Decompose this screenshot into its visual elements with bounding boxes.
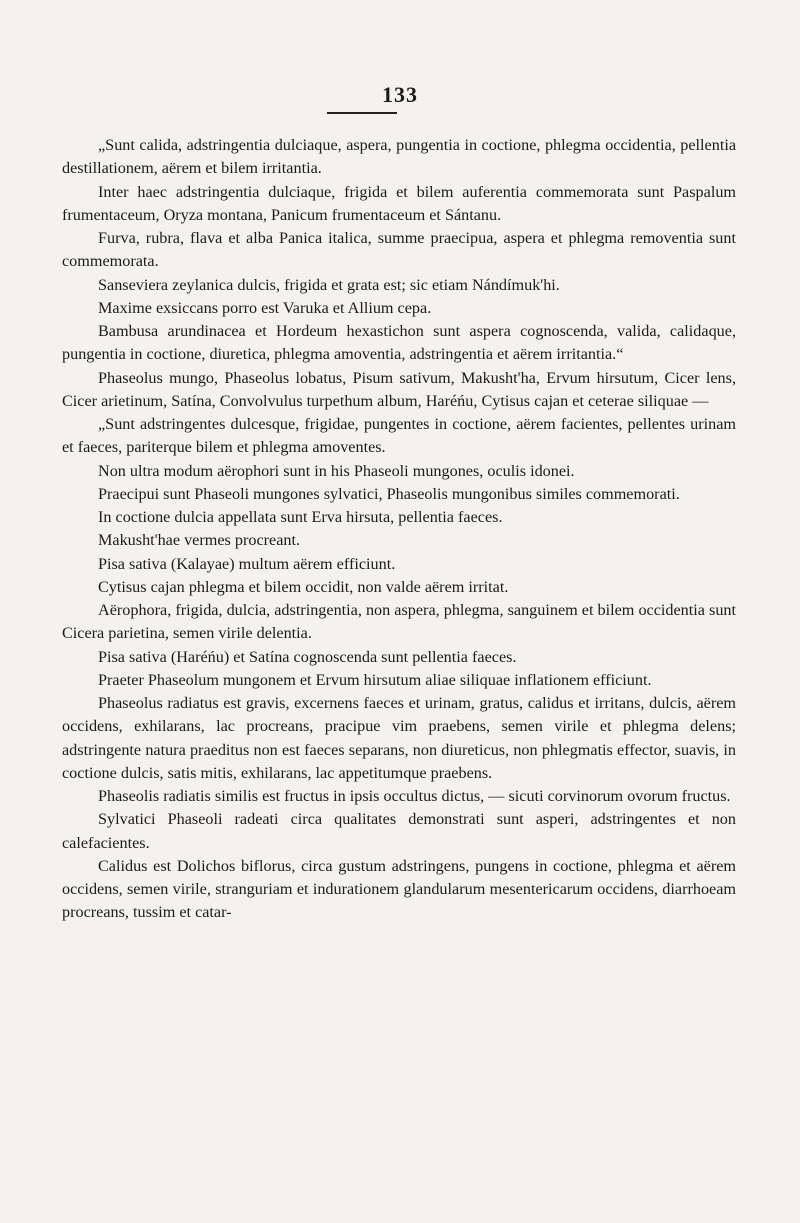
paragraph: Cytisus cajan phlegma et bilem occidit, non valde aërem irritat. — [98, 577, 509, 596]
paragraph: Phaseolis radiatis similis est fructus in ipsis occultus dictus, — sicuti corvinorum ovorum fructus. — [98, 787, 731, 805]
body-text — [62, 134, 736, 925]
paragraph: Inter haec adstringentia dulciaque, frigida et bilem auferentia commemorata sunt Paspalum frumentaceum, Oryza montana, Panicum frumentaceum et Sántanu. — [62, 182, 736, 224]
paragraph: Non ultra modum aërophori sunt in his Phaseoli mungones, oculis idonei. — [98, 461, 575, 480]
paragraph: „Sunt calida, adstringentia dulciaque, aspera, pungentia in coctione, phlegma occidentia, pellentia destillationem, aërem et bilem irritantia. — [62, 136, 736, 178]
paragraph: Aërophora, frigida, dulcia, adstringentia, non aspera, phlegma, sanguinem et bilem occidentia sunt Cicera parietina, semen virile delentia. — [62, 601, 736, 643]
paragraph: Sylvatici Phaseoli radeati circa qualitates demonstrati sunt asperi, adstringentes et non calefacientes. — [62, 810, 736, 852]
paragraph: Praecipui sunt Phaseoli mungones sylvatici, Phaseolis mungonibus similes commemorati. — [98, 484, 680, 503]
paragraph: Sanseviera zeylanica dulcis, frigida et grata est; sic etiam Nándímuk'hi. — [98, 275, 560, 294]
paragraph: Furva, rubra, flava et alba Panica italica, summe praecipua, aspera et phlegma removentia sunt commemorata. — [62, 229, 736, 271]
paragraph: Maxime exsiccans porro est Varuka et Allium cepa. — [98, 298, 432, 317]
paragraph: Pisa sativa (Kalayae) multum aërem efficiunt. — [98, 554, 396, 573]
paragraph: Calidus est Dolichos biflorus, circa gustum adstringens, pungens in coctione, phlegma et aërem occidens, semen virile, stranguriam et indurationem glandularum mesentericarum occidens, diarrhoeam procreans, tussim et catar- — [62, 856, 736, 922]
paragraph: Phaseolus radiatus est gravis, excernens faeces et urinam, gratus, calidus et irritans, dulcis, aërem occidens, exhilarans, lac procreans, pracipue vim praebens, semen virile et phlegma delens; adstringente natura praeditus non est faeces separans, non diureticus, non phlegmatis effector, suavis, in coctione dulcis, satis mitis, exhilarans, lac appetitumque praebens. — [62, 694, 736, 782]
paragraph: Phaseolus mungo, Phaseolus lobatus, Pisum sativum, Makusht'ha, Ervum hirsutum, Cicer lens, Cicer arietinum, Satína, Convolvulus turpethum album, Haréńu, Cytisus cajan et ceterae siliquae — — [62, 368, 736, 410]
header-rule — [327, 112, 397, 114]
paragraph: In coctione dulcia appellata sunt Erva hirsuta, pellentia faeces. — [98, 508, 503, 526]
paragraph: Pisa sativa (Haréńu) et Satína cognoscenda sunt pellentia faeces. — [98, 647, 517, 666]
paragraph: Praeter Phaseolum mungonem et Ervum hirsutum aliae siliquae inflationem efficiunt. — [98, 670, 652, 689]
paragraph: Makusht'hae vermes procreant. — [98, 531, 301, 550]
paragraph: „Sunt adstringentes dulcesque, frigidae, pungentes in coctione, aërem facientes, pellentes urinam et faeces, pariterque bilem et phlegma amoventes. — [62, 415, 736, 457]
page-number: 133 — [382, 82, 418, 107]
paragraph: Bambusa arundinacea et Hordeum hexastichon sunt aspera cognoscenda, valida, calidaque, pungentia in coctione, diuretica, phlegma amoventia, adstringentia et aërem irritantia.“ — [62, 322, 736, 364]
